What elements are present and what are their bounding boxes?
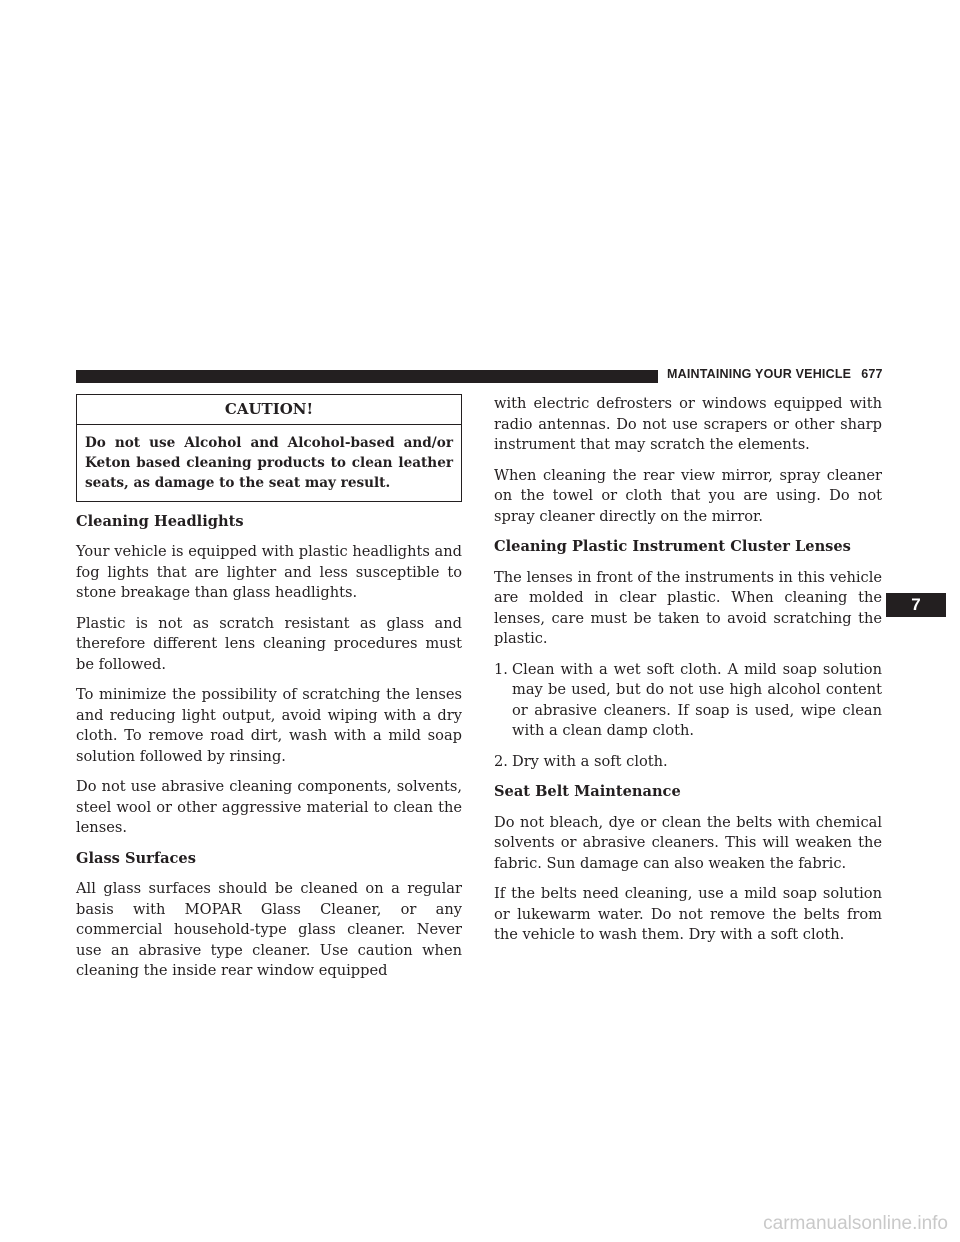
right-column xyxy=(494,394,882,956)
heading-cluster-lenses: Cleaning Plastic Instrument Cluster Lenses xyxy=(494,538,851,555)
header-rule xyxy=(76,370,658,383)
list-text: Dry with a soft cloth. xyxy=(512,752,668,770)
chapter-tab: 7 xyxy=(886,593,946,617)
heading-seat-belt-maintenance: Seat Belt Maintenance xyxy=(494,783,681,800)
paragraph: When cleaning the rear view mirror, spray cleaner on the towel or cloth that you are using. Do not spray cleaner directly on the mirror. xyxy=(494,466,882,525)
left-column xyxy=(76,394,462,992)
paragraph: Plastic is not as scratch resistant as glass and therefore different lens cleaning procedures must be followed. xyxy=(76,614,462,673)
watermark-text: carmanualsonline.info xyxy=(763,1213,948,1234)
paragraph: To minimize the possibility of scratching the lenses and reducing light output, avoid wiping with a dry cloth. To remove road dirt, wash with a mild soap solution followed by rinsing. xyxy=(76,686,462,765)
caution-text: Do not use Alcohol and Alcohol-based and/or Keton based cleaning products to clean leather seats, as damage to the seat may result. xyxy=(85,434,453,491)
watermark xyxy=(0,1207,960,1242)
caution-box xyxy=(76,394,462,502)
page-number: 677 xyxy=(861,367,883,381)
list-item xyxy=(494,752,882,773)
list-item xyxy=(494,660,882,742)
paragraph: Your vehicle is equipped with plastic headlights and fog lights that are lighter and less susceptible to stone breakage than glass headlights. xyxy=(76,543,462,601)
paragraph: If the belts need cleaning, use a mild soap solution or lukewarm water. Do not remove the belts from the vehicle to wash them. Dry with a soft cloth. xyxy=(494,885,882,943)
heading-glass-surfaces: Glass Surfaces xyxy=(76,849,196,867)
paragraph: Do not use abrasive cleaning components, solvents, steel wool or other aggressive material to clean the lenses. xyxy=(76,778,462,836)
list-number: 2. xyxy=(494,752,508,770)
caution-title: CAUTION! xyxy=(77,395,461,425)
list-text: Clean with a wet soft cloth. A mild soap solution may be used, but do not use high alcohol content or abrasive cleaners. If soap is used, wipe clean with a clean damp cloth. xyxy=(512,660,882,739)
section-title: MAINTAINING YOUR VEHICLE xyxy=(667,367,852,381)
heading-cleaning-headlights: Cleaning Headlights xyxy=(76,512,244,530)
running-header xyxy=(667,367,887,381)
list-number: 1. xyxy=(494,660,508,678)
paragraph: All glass surfaces should be cleaned on a regular basis with MOPAR Glass Cleaner, or any commercial household-type glass cleaner. Never use an abrasive type cleaner. Use caution when cleaning the inside rear window equipped xyxy=(76,880,462,979)
paragraph: Do not bleach, dye or clean the belts with chemical solvents or abrasive cleaners. This will weaken the fabric. Sun damage can also weaken the fabric. xyxy=(494,813,882,872)
paragraph: with electric defrosters or windows equipped with radio antennas. Do not use scrapers or other sharp instrument that may scratch the elements. xyxy=(494,395,882,453)
paragraph: The lenses in front of the instruments in this vehicle are molded in clear plastic. When cleaning the lenses, care must be taken to avoid scratching the plastic. xyxy=(494,568,882,647)
